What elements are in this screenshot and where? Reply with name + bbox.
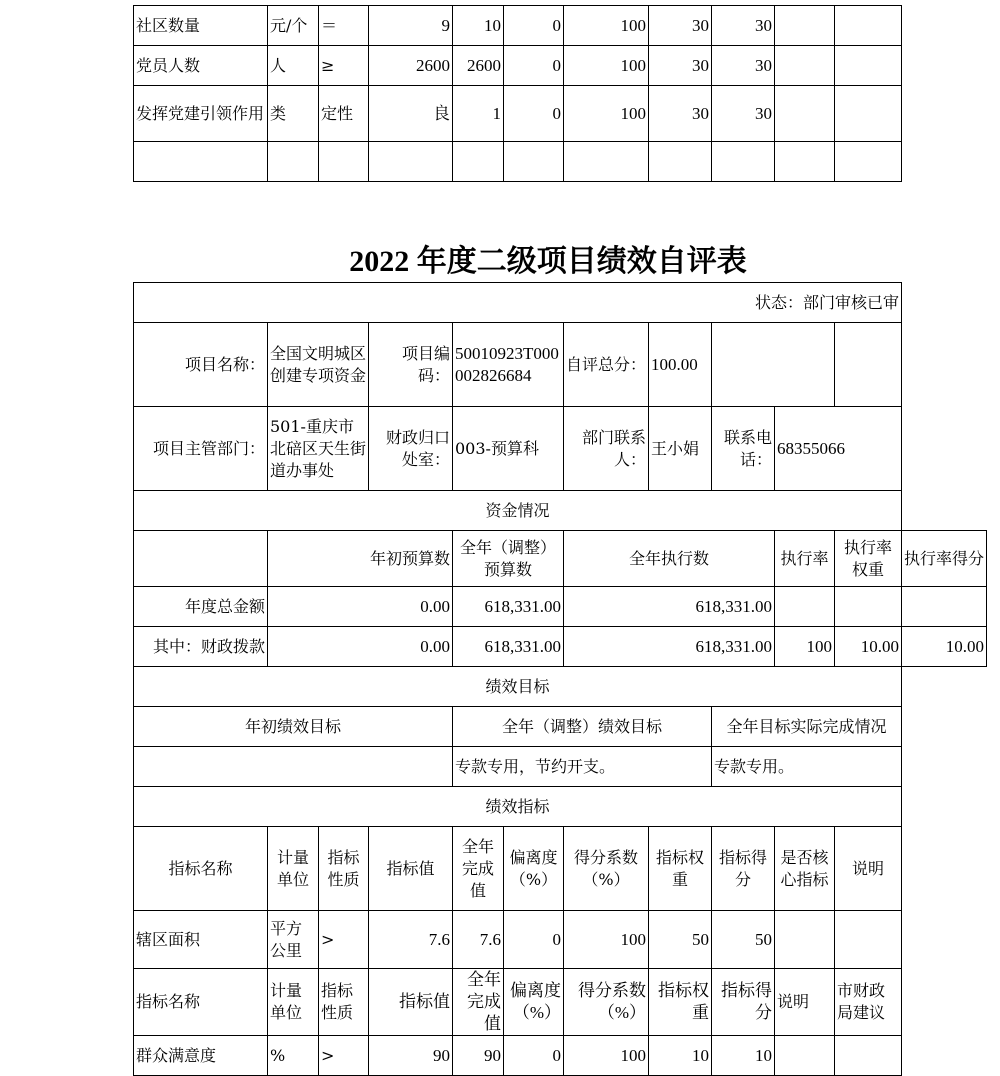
indicator-nature: > xyxy=(319,1036,369,1076)
goals-initial xyxy=(134,747,453,787)
project-code-label: 项目编码： xyxy=(369,323,453,407)
status-text: 状态：部门审核已审 xyxy=(134,283,902,323)
indicator-actual: 2600 xyxy=(453,46,504,86)
finance-label: 财政归口处室： xyxy=(369,407,453,491)
project-name: 全国文明城区创建专项资金 xyxy=(268,323,369,407)
phone-number: 68355066 xyxy=(775,407,902,491)
indicator-actual: 全年完成值 xyxy=(453,969,504,1036)
funds-weight xyxy=(835,587,902,627)
indicator-coef: 100 xyxy=(564,1036,649,1076)
goals-header-initial: 年初绩效目标 xyxy=(134,707,453,747)
indicator-unit: 平方公里 xyxy=(268,911,319,969)
ind-header-target: 指标值 xyxy=(369,827,453,911)
ind-header-core: 是否核心指标 xyxy=(775,827,835,911)
indicator-actual: 90 xyxy=(453,1036,504,1076)
indicator-deviation: 偏离度（%） xyxy=(504,969,564,1036)
funds-adjusted: 618,331.00 xyxy=(453,587,564,627)
indicator-nature: 定性 xyxy=(319,86,369,142)
ind-header-name: 指标名称 xyxy=(134,827,268,911)
ind-header-nature: 指标性质 xyxy=(319,827,369,911)
funds-section-title: 资金情况 xyxy=(134,491,902,531)
funds-header-executed: 全年执行数 xyxy=(564,531,775,587)
indicator-unit: 计量单位 xyxy=(268,969,319,1036)
indicator-coef: 100 xyxy=(564,6,649,46)
finance-dept: 003-预算科 xyxy=(453,407,564,491)
goals-actual: 专款专用。 xyxy=(712,747,902,787)
page-title: 2022 年度二级项目绩效自评表 xyxy=(349,245,747,278)
funds-score: 10.00 xyxy=(902,627,987,667)
funds-executed: 618,331.00 xyxy=(564,587,775,627)
project-name-label: 项目名称： xyxy=(134,323,268,407)
ind-header-unit: 计量单位 xyxy=(268,827,319,911)
indicator-score: 30 xyxy=(712,46,775,86)
ind-header-weight: 指标权重 xyxy=(649,827,712,911)
indicator-target: 7.6 xyxy=(369,911,453,969)
indicator-target: 9 xyxy=(369,6,453,46)
indicator-score: 30 xyxy=(712,6,775,46)
indicator-score: 10 xyxy=(712,1036,775,1076)
indicator-weight: 10 xyxy=(649,1036,712,1076)
funds-initial: 0.00 xyxy=(268,587,453,627)
indicator-name: 指标名称 xyxy=(134,969,268,1036)
funds-weight: 10.00 xyxy=(835,627,902,667)
indicator-score: 50 xyxy=(712,911,775,969)
table-row xyxy=(134,142,902,182)
indicator-nature: ≥ xyxy=(319,46,369,86)
funds-header-adjusted: 全年（调整）预算数 xyxy=(453,531,564,587)
indicator-actual: 7.6 xyxy=(453,911,504,969)
funds-adjusted: 618,331.00 xyxy=(453,627,564,667)
indicator-name: 发挥党建引领作用 xyxy=(134,86,268,142)
funds-header-weight: 执行率权重 xyxy=(835,531,902,587)
indicator-unit: % xyxy=(268,1036,319,1076)
indicator-deviation: 0 xyxy=(504,911,564,969)
top-indicator-table xyxy=(133,5,902,182)
indicators-section-title: 绩效指标 xyxy=(134,787,902,827)
goals-adjusted: 专款专用，节约开支。 xyxy=(453,747,712,787)
self-score: 100.00 xyxy=(649,323,712,407)
funds-rate: 100 xyxy=(775,627,835,667)
indicator-weight: 30 xyxy=(649,6,712,46)
indicator-name: 党员人数 xyxy=(134,46,268,86)
indicator-target: 2600 xyxy=(369,46,453,86)
indicator-nature: ＝ xyxy=(319,6,369,46)
indicator-name: 群众满意度 xyxy=(134,1036,268,1076)
indicator-deviation: 0 xyxy=(504,1036,564,1076)
indicator-nature: > xyxy=(319,911,369,969)
table-row xyxy=(134,6,902,46)
ind-header-note: 说明 xyxy=(835,827,902,911)
indicator-weight: 50 xyxy=(649,911,712,969)
ind-header-actual: 全年完成值 xyxy=(453,827,504,911)
funds-row-label: 其中：财政拨款 xyxy=(134,627,268,667)
indicator-deviation: 0 xyxy=(504,46,564,86)
indicator-weight: 指标权重 xyxy=(649,969,712,1036)
indicator-weight: 30 xyxy=(649,86,712,142)
goals-header-actual: 全年目标实际完成情况 xyxy=(712,707,902,747)
goals-section-title: 绩效目标 xyxy=(134,667,902,707)
indicator-score: 30 xyxy=(712,86,775,142)
indicator-nature: 指标性质 xyxy=(319,969,369,1036)
table-row xyxy=(134,46,902,86)
funds-executed: 618,331.00 xyxy=(564,627,775,667)
ind-header-core: 指标得分 xyxy=(712,969,775,1036)
self-evaluation-table xyxy=(133,282,987,1076)
funds-header-initial: 年初预算数 xyxy=(268,531,453,587)
indicator-name: 辖区面积 xyxy=(134,911,268,969)
funds-initial: 0.00 xyxy=(268,627,453,667)
ind-header-deviation: 偏离度（%） xyxy=(504,827,564,911)
funds-header-rate: 执行率 xyxy=(775,531,835,587)
indicator-unit: 人 xyxy=(268,46,319,86)
indicator-unit: 类 xyxy=(268,86,319,142)
indicator-coef: 100 xyxy=(564,46,649,86)
indicator-weight: 30 xyxy=(649,46,712,86)
table-row xyxy=(134,86,902,142)
indicator-target: 良 xyxy=(369,86,453,142)
dept: 501-重庆市北碚区天生街道办事处 xyxy=(268,407,369,491)
indicator-unit: 元/个 xyxy=(268,6,319,46)
indicator-coef: 得分系数（%） xyxy=(564,969,649,1036)
funds-header-score: 执行率得分 xyxy=(902,531,987,587)
goals-header-adjusted: 全年（调整）绩效目标 xyxy=(453,707,712,747)
funds-score xyxy=(902,587,987,627)
ind-header-suggestion: 市财政局建议 xyxy=(835,969,902,1036)
funds-row-label: 年度总金额 xyxy=(134,587,268,627)
indicator-actual: 1 xyxy=(453,86,504,142)
dept-label: 项目主管部门： xyxy=(134,407,268,491)
self-score-label: 自评总分： xyxy=(564,323,649,407)
indicator-deviation: 0 xyxy=(504,6,564,46)
ind-header-coef: 得分系数（%） xyxy=(564,827,649,911)
project-code: 50010923T000002826684 xyxy=(453,323,564,407)
indicator-target: 指标值 xyxy=(369,969,453,1036)
ind-header-note: 说明 xyxy=(775,969,835,1036)
indicator-deviation: 0 xyxy=(504,86,564,142)
phone-label: 联系电话： xyxy=(712,407,775,491)
indicator-coef: 100 xyxy=(564,86,649,142)
indicator-target: 90 xyxy=(369,1036,453,1076)
indicator-name: 社区数量 xyxy=(134,6,268,46)
ind-header-score: 指标得分 xyxy=(712,827,775,911)
indicator-coef: 100 xyxy=(564,911,649,969)
contact-person: 王小娟 xyxy=(649,407,712,491)
funds-rate xyxy=(775,587,835,627)
contact-label: 部门联系人： xyxy=(564,407,649,491)
indicator-actual: 10 xyxy=(453,6,504,46)
